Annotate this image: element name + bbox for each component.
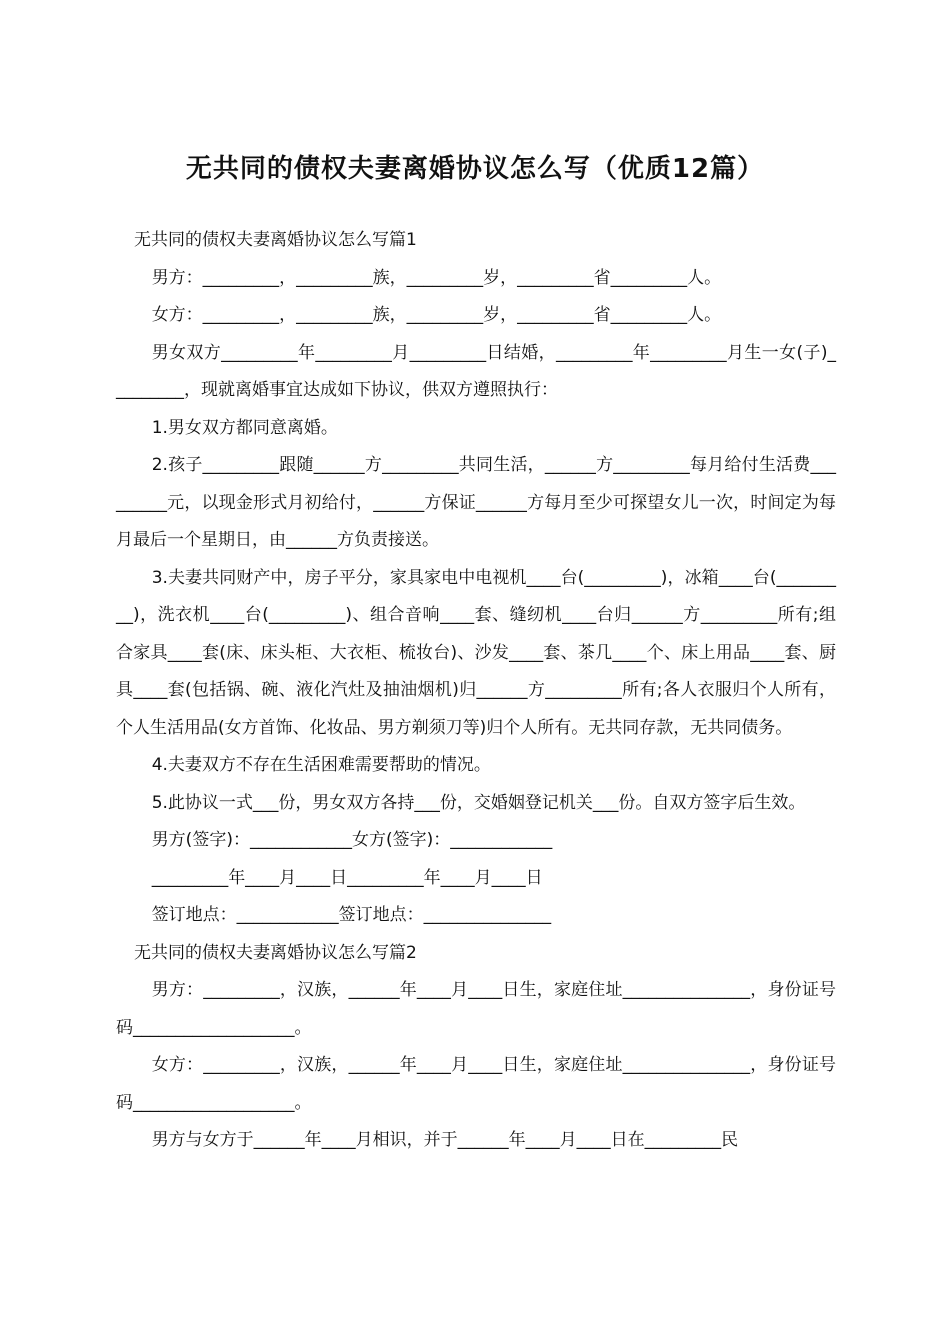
signature-line: 男方(签字)：____________女方(签字)：____________ <box>151 830 553 850</box>
document-body <box>116 222 836 1160</box>
male-party-line: 男方：_________，汉族，______年____月____日生，家庭住址_______________，身份证号码___________________。 <box>116 980 836 1038</box>
female-party-line: 女方：_________，汉族，______年____月____日生，家庭住址_______________，身份证号码___________________。 <box>116 1055 836 1113</box>
meeting-paragraph: 男方与女方于______年____月相识，并于______年____月____日在_________民 <box>151 1130 739 1150</box>
clause-4: 4.夫妻双方不存在生活困难需要帮助的情况。 <box>151 755 491 775</box>
document-title: 无共同的债权夫妻离婚协议怎么写（优质12篇） <box>185 154 765 185</box>
male-party-line: 男方：_________，_________族，_________岁，_________省_________人。 <box>151 267 722 288</box>
marriage-paragraph: 男女双方_________年_________月_________日结婚，_________年_________月生一女(子)_________，现就离婚事宜达成如下协议，供双方遵照执行： <box>116 342 836 400</box>
section-heading: 无共同的债权夫妻离婚协议怎么写篇2 <box>134 942 417 963</box>
clause-2: 2.孩子_________跟随______方_________共同生活，______方_________每月给付生活费_________元，以现金形式月初给付，______方保证______方每月至少可探望女儿一次，时间定为每月最后一个星期日，由______方负责接送。 <box>116 455 836 550</box>
clause-5: 5.此协议一式___份，男女双方各持___份，交婚姻登记机关___份。自双方签字后生效。 <box>151 792 806 813</box>
female-party-line: 女方：_________，_________族，_________岁，_________省_________人。 <box>151 305 722 325</box>
clause-3: 3.夫妻共同财产中，房子平分，家具家电中电视机____台(_________)，冰箱____台(_________)，洗衣机____台(_________)、组合音响____套、缝纫机____台归______方_________所有;组合家具____套(床、床头柜、大衣柜、梳妆台)、沙发____套、茶几____个、床上用品____套、厨具____套(包括锅、碗、液化汽灶及抽油烟机)归______方_________所有;各人衣服归个人所有，个人生活用品(女方首饰、化妆品、男方剃须刀等)归个人所有。无共同存款，无共同债务。 <box>116 567 836 738</box>
date-line: _________年____月____日_________年____月____日 <box>151 867 543 888</box>
section-heading: 无共同的债权夫妻离婚协议怎么写篇1 <box>134 230 417 250</box>
clause-1: 1.男女双方都同意离婚。 <box>151 417 338 438</box>
signing-place-line: 签订地点：____________签订地点：_______________ <box>151 905 552 925</box>
